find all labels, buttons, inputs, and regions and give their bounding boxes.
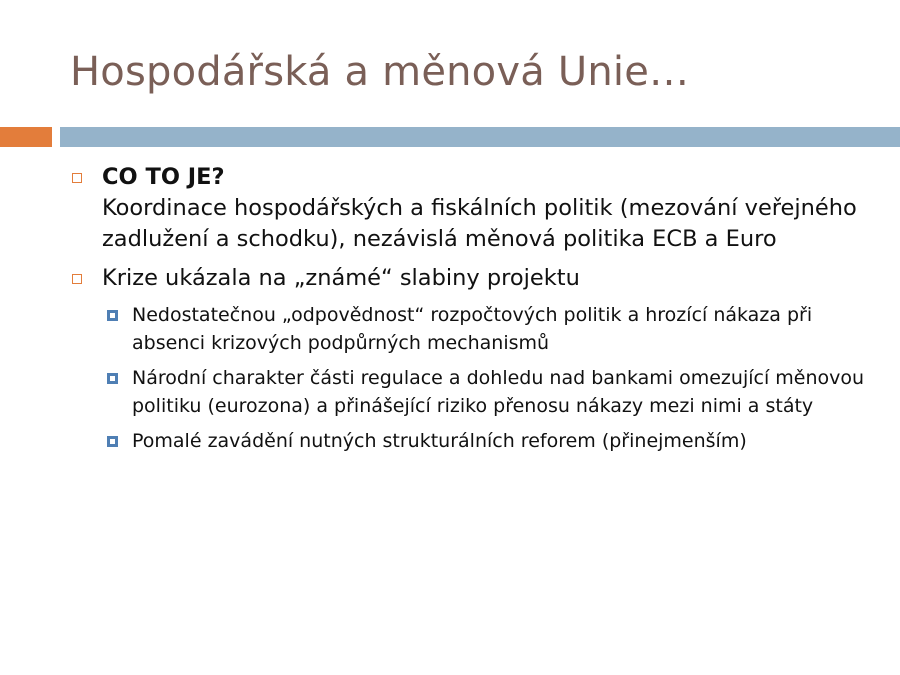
filled-square-bullet-icon <box>107 373 118 384</box>
sub-list-item <box>102 302 870 357</box>
filled-square-bullet-icon <box>107 310 118 321</box>
square-bullet-icon <box>72 274 82 284</box>
item-heading: CO TO JE? <box>102 164 225 190</box>
slide-content <box>70 162 870 464</box>
accent-bar-orange <box>0 127 52 147</box>
sub-item-text: Pomalé zavádění nutných strukturálních reforem (přinejmenším) <box>132 430 747 452</box>
list-item-what-is-it <box>70 162 870 255</box>
item-text: Krize ukázala na „známé“ slabiny projektu <box>102 265 580 291</box>
item-text: Koordinace hospodářských a fiskálních politik (mezování veřejného zadlužení a schodku), nezávislá měnová politika ECB a Euro <box>102 195 857 252</box>
square-bullet-icon <box>72 173 82 183</box>
sub-list-item <box>102 365 870 420</box>
sub-item-text: Národní charakter části regulace a dohledu nad bankami omezující měnovou politiku (eurozona) a přinášející riziko přenosu nákazy mezi nimi a státy <box>132 367 865 417</box>
accent-bar-blue <box>60 127 900 147</box>
slide-title: Hospodářská a měnová Unie… <box>70 49 690 95</box>
list-item-crisis <box>70 263 870 294</box>
sub-list <box>102 302 870 456</box>
filled-square-bullet-icon <box>107 436 118 447</box>
sub-list-item <box>102 428 870 456</box>
sub-item-text: Nedostatečnou „odpovědnost“ rozpočtových politik a hrozící nákaza při absenci krizových podpůrných mechanismů <box>132 304 813 354</box>
